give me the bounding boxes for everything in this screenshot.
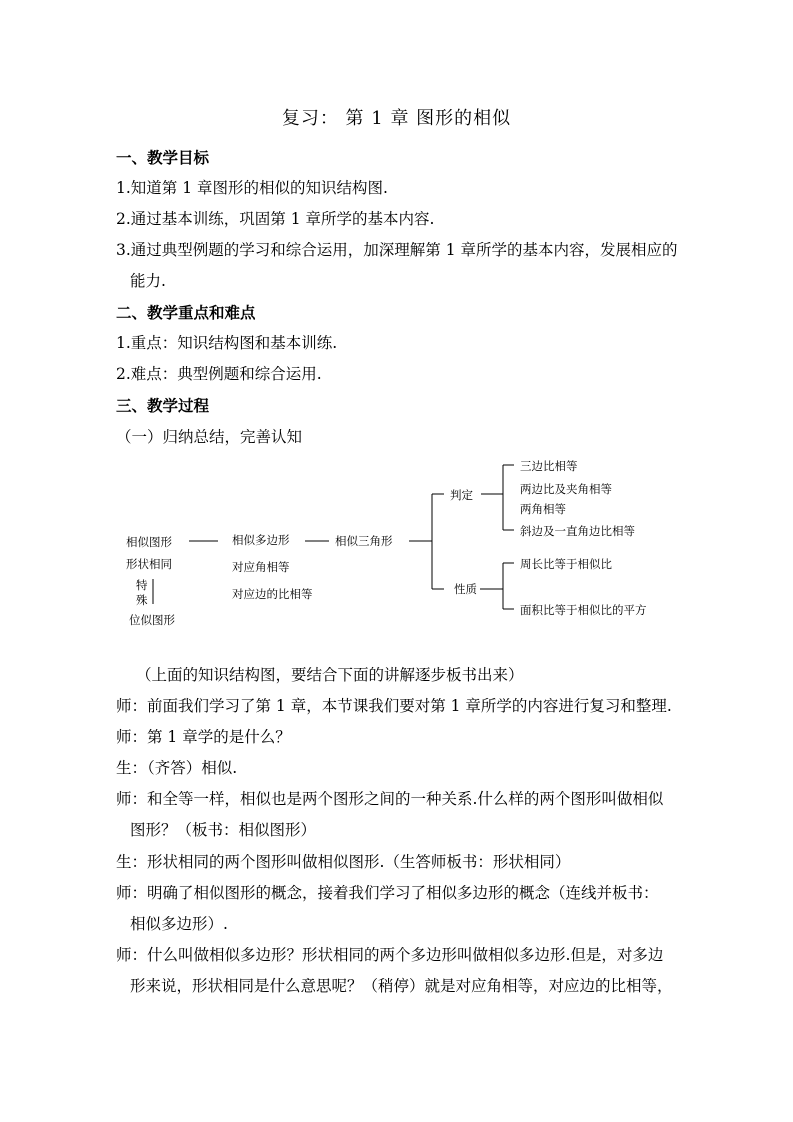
node-similar-figures: 相似图形 — [126, 535, 172, 549]
criterion-aa: 两角相等 — [520, 502, 566, 516]
dialogue-line: 师：和全等一样，相似也是两个图形之间的一种关系.什么样的两个图形叫做相似 — [116, 790, 664, 808]
dialogue-line-cont: 形来说，形状相同是什么意思呢？（稍停）就是对应角相等，对应边的比相等， — [130, 977, 673, 995]
node-special-2: 殊 — [136, 593, 148, 607]
criterion-sas: 两边比及夹角相等 — [520, 482, 612, 496]
knowledge-structure-diagram — [0, 450, 793, 640]
node-corresponding-angles: 对应角相等 — [232, 560, 290, 574]
node-corresponding-sides: 对应边的比相等 — [232, 587, 313, 601]
goal-item-2: 2.通过基本训练，巩固第 1 章所学的基本内容. — [116, 210, 435, 228]
page-title: 复习： 第 1 章 图形的相似 — [281, 108, 512, 129]
dialogue-line-cont: 相似多边形）. — [130, 915, 228, 933]
node-criteria: 判定 — [450, 488, 473, 502]
section-heading-process: 三、教学过程 — [116, 397, 210, 415]
keypoint-item-1: 1.重点：知识结构图和基本训练. — [116, 334, 338, 352]
node-special-1: 特 — [136, 578, 148, 592]
criterion-sss: 三边比相等 — [520, 459, 578, 473]
keypoint-item-2: 2.难点：典型例题和综合运用. — [116, 365, 322, 383]
dialogue-line: 生：（齐答）相似. — [116, 759, 238, 777]
node-similar-polygons: 相似多边形 — [232, 533, 290, 547]
section-heading-keypoints: 二、教学重点和难点 — [116, 304, 256, 322]
node-homothetic-figures: 位似图形 — [129, 613, 175, 627]
section-heading-goals: 一、教学目标 — [116, 149, 210, 167]
criterion-hl: 斜边及一直角边比相等 — [520, 524, 635, 538]
dialogue-line: 师：第 1 章学的是什么？ — [116, 728, 291, 746]
dialogue-line: 师：前面我们学习了第 1 章，本节课我们要对第 1 章所学的内容进行复习和整理. — [116, 697, 672, 715]
property-perimeter: 周长比等于相似比 — [520, 557, 612, 571]
goal-item-1: 1.知道第 1 章图形的相似的知识结构图. — [116, 179, 388, 197]
node-properties: 性质 — [454, 582, 477, 596]
dialogue-line-cont: 图形？（板书：相似图形） — [130, 821, 317, 839]
goal-item-3-cont: 能力. — [130, 272, 166, 290]
node-similar-triangles: 相似三角形 — [335, 534, 393, 548]
node-same-shape: 形状相同 — [126, 557, 172, 571]
property-area: 面积比等于相似比的平方 — [520, 603, 647, 617]
dialogue-line: 师：明确了相似图形的概念，接着我们学习了相似多边形的概念（连线并板书： — [116, 884, 659, 902]
subsection-heading: （一）归纳总结，完善认知 — [116, 428, 303, 446]
dialogue-line: 生：形状相同的两个图形叫做相似图形.（生答师板书：形状相同） — [116, 853, 571, 871]
diagram-note: （上面的知识结构图，要结合下面的讲解逐步板书出来） — [136, 666, 524, 684]
dialogue-line: 师：什么叫做相似多边形？形状相同的两个多边形叫做相似多边形.但是，对多边 — [116, 946, 664, 964]
goal-item-3: 3.通过典型例题的学习和综合运用，加深理解第 1 章所学的基本内容，发展相应的 — [116, 241, 678, 259]
